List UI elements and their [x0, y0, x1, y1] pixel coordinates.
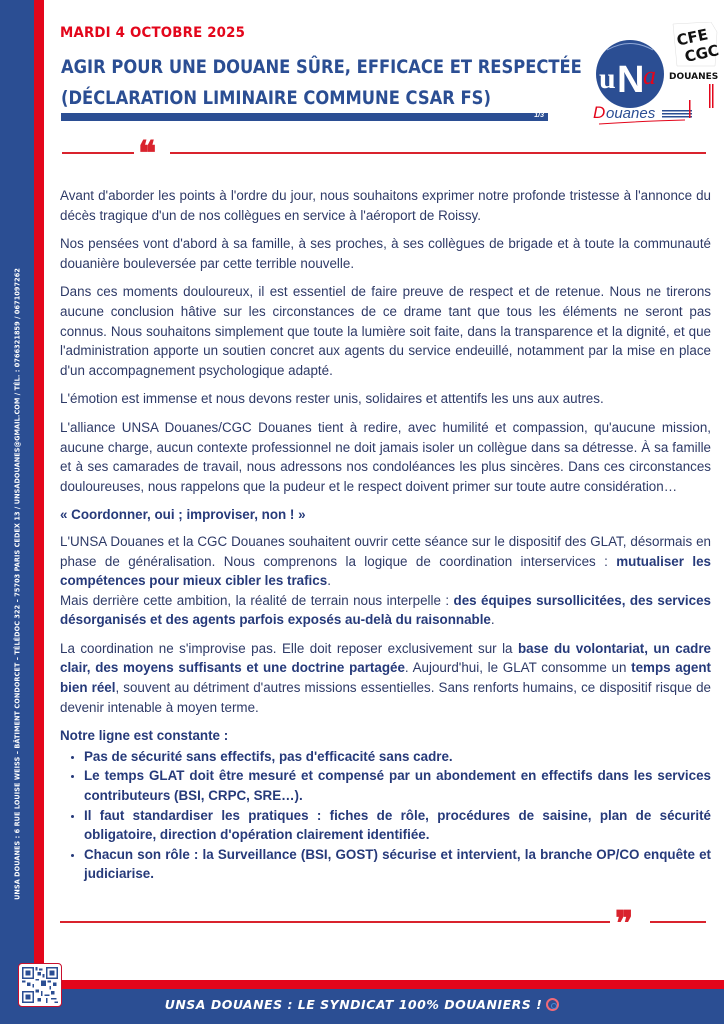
qr-code-icon [22, 967, 58, 1003]
document-date: MARDI 4 OCTOBRE 2025 [60, 25, 246, 41]
svg-text:CGC: CGC [683, 41, 720, 66]
emphasis-run: mutualiser les compétences pour mieux cibler les trafics [60, 553, 711, 589]
left-red-stripe [34, 0, 44, 989]
paragraph-7 [60, 591, 711, 630]
sidebar-contact-info: UNSA DOUANES : 6 RUE LOUISE WEISS – BÂTIMENT CONDORCET – TÉLÉDOC 322 – 75703 PARIS CEDEX 13 / UNSADOUANES@GMAIL.COM / TÉL. : 0766321859 / 0671097262 [12, 268, 22, 900]
list-item: • Chacun son rôle : la Surveillance (BSI, GOST) sécurise et intervient, la branche OP/CO enquête et judiciarise. [84, 845, 711, 884]
emphasis-run: des équipes sursollicitées, des services désorganisés et des agents parfois exposés au-delà du raisonnable [60, 592, 711, 628]
text-run: , souvent au détriment d'autres missions essentielles. Sans renforts humains, ce dispositif risque de devenir intenable à moyen terme. [60, 680, 711, 715]
text-run: . [490, 612, 495, 628]
section-heading: « Coordonner, oui ; improviser, non ! » [60, 507, 306, 523]
footer-slogan: UNSA DOUANES : LE SYNDICAT 100% DOUANIERS ! [164, 997, 543, 1012]
list-item: • Le temps GLAT doit être mesuré et compensé par un abondement en effectifs dans les services contributeurs (BSI, CRPC, SRE…). [84, 766, 711, 805]
svg-text:DOUANES: DOUANES [669, 72, 719, 82]
open-quote-icon: ❝ [138, 134, 157, 174]
unsa-cfe-cgc-logo-icon [585, 22, 720, 127]
top-rule-left [62, 152, 134, 154]
text-run: Mais derrière cette ambition, la réalité de terrain nous interpelle : [60, 592, 454, 608]
paragraph-1: Avant d'aborder les points à l'ordre du jour, nous souhaitons exprimer notre profonde tristesse à l'annonce du décès tragique d'un de nos collègues en service à l'aéroport de Roissy. [60, 188, 711, 223]
list-item: • Il faut standardiser les pratiques : fiches de rôle, procédures de saisine, plan de sécurité obligatoire, direction d'opération clairement identifiée. [84, 806, 711, 845]
paragraph-5: L'alliance UNSA Douanes/CGC Douanes tient à redire, avec humilité et compassion, qu'aucune mission, aucune charge, aucun contexte professionnel ne doit jamais isoler un collègue dans sa détresse. À sa famille et à ses camarades de travail, nous adressons nos condoléances les plus sincères. Dans ces circonstances douloureuses, nous rappelons que la pudeur et le respect doivent primer sur toute autre considération… [60, 419, 711, 494]
title-line-1: AGIR POUR UNE DOUANE SÛRE, EFFICACE ET RESPECTÉE [61, 56, 582, 78]
emphasis-run: temps agent bien réel [60, 660, 712, 696]
list-item: • Pas de sécurité sans effectifs, pas d'efficacité sans cadre. [84, 747, 711, 767]
paragraph-3: Dans ces moments douloureux, il est essentiel de faire preuve de respect et de retenue. Nous ne tirerons aucune conclusion hâtive sur les circonstances de ce drame tant que tous les éléments ne seront pas connus. Nous souhaitons simplement que toute la lumière soit faite, dans la transparence et la dignité, et que l'administration apporte un soutien concret aux agents du service endeuillé, notamment par la mise en place d'un accompagnement psychologique adapté. [60, 284, 711, 378]
paragraph-8 [60, 639, 711, 717]
list-heading: Notre ligne est constante : [60, 728, 229, 744]
page-indicator: 1/3 [534, 112, 544, 119]
document-body [60, 186, 711, 884]
close-quote-icon: ❞ [615, 904, 634, 944]
paragraph-4: L'émotion est immense et nous devons rester unis, solidaires et attentifs les uns aux autres. [60, 391, 604, 407]
qr-code[interactable] [18, 963, 62, 1007]
emphasis-run: base du volontariat, un cadre clair, des moyens suffisants et une doctrine partagée [60, 640, 711, 676]
top-rule-right [170, 152, 706, 154]
paragraph-2: Nos pensées vont d'abord à sa famille, à ses proches, à ses collègues de brigade et à toute la communauté douanière bouleversée par cette terrible nouvelle. [60, 236, 711, 271]
svg-text:a: a [643, 61, 656, 90]
title-underline-bar [61, 113, 548, 121]
position-list [60, 747, 711, 884]
document-title [61, 52, 582, 114]
svg-text:D: D [593, 103, 606, 122]
bottom-rule-left [60, 921, 610, 923]
title-line-2: (DÉCLARATION LIMINAIRE COMMUNE CSAR FS) [61, 87, 491, 109]
paragraph-6 [60, 532, 711, 591]
text-run: . Aujourd'hui, le GLAT consomme un [404, 660, 632, 676]
footer-band [0, 989, 724, 1024]
svg-text:u: u [599, 62, 616, 95]
union-logo [585, 22, 720, 127]
bottom-rule-right [650, 921, 706, 923]
svg-text:N: N [617, 59, 645, 101]
text-run: . [327, 573, 331, 589]
target-logo-icon [546, 998, 559, 1011]
text-run: L'UNSA Douanes et la CGC Douanes souhaitent ouvrir cette séance sur le dispositif des GLAT, désormais en phase de généralisation. Nous comprenons la logique de coordination interservices : [60, 533, 711, 569]
svg-text:ouanes: ouanes [606, 105, 656, 122]
footer-slogan-wrap [0, 997, 724, 1012]
svg-text:CFE: CFE [675, 25, 710, 50]
text-run: La coordination ne s'improvise pas. Elle doit reposer exclusivement sur la [60, 640, 518, 656]
